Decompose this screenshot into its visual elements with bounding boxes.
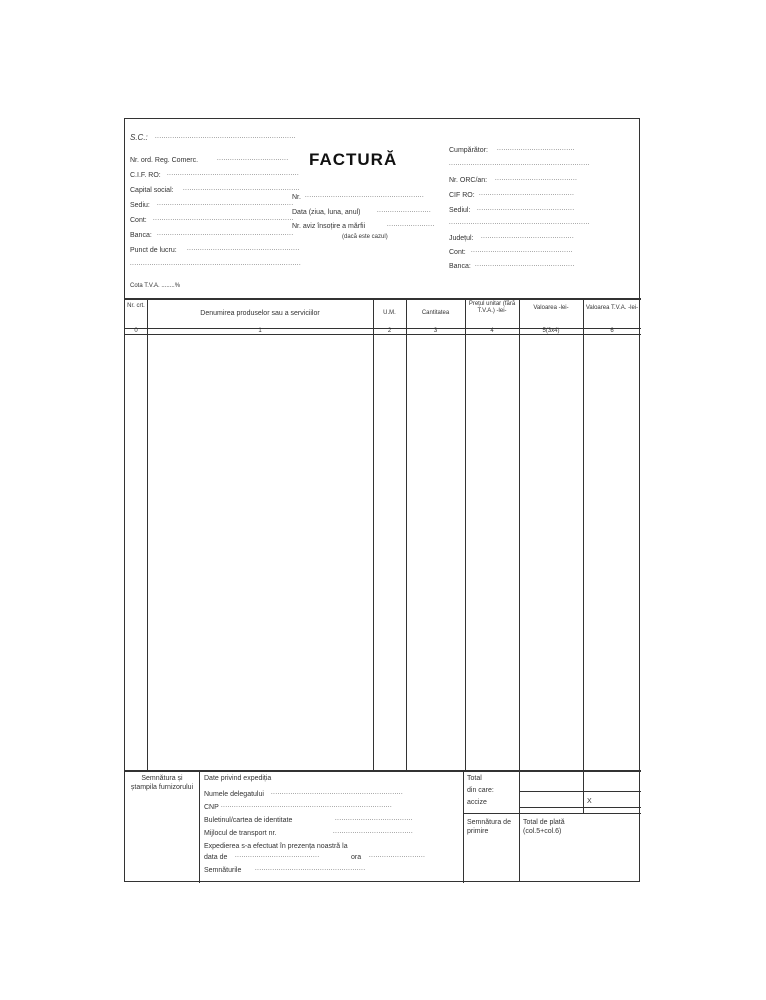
buyer-sediu-label: Sediul: [449, 207, 471, 214]
buyer-judet-field[interactable]: ........................................... [481, 234, 575, 240]
buletin-field[interactable]: .................................... [335, 816, 414, 822]
total-section-bottom [463, 813, 641, 814]
invoice-aviz-field[interactable]: ...................... [387, 222, 435, 228]
supplier-regcom-label: Nr. ord. Reg. Comerc. [130, 157, 199, 164]
invoice-form [124, 118, 640, 882]
col-number-2: 2 [387, 328, 392, 334]
ora-label: ora [351, 854, 362, 861]
total-row-line-1 [519, 791, 641, 792]
supplier-punct-field[interactable]: .................................................... [187, 246, 300, 252]
accize-label: accize [467, 799, 487, 806]
supplier-banca-field[interactable]: ............................................................... [157, 231, 294, 237]
footer-divider-signature [199, 770, 200, 883]
buyer-judet-label: Județul: [449, 235, 474, 242]
data-de-label: data de [204, 854, 228, 861]
header-divider [125, 298, 641, 300]
supplier-sc-label: S.C.: [130, 133, 148, 142]
footer-divider-expedition [463, 770, 464, 883]
invoice-nr-label: Nr. [292, 194, 301, 201]
col-divider-6 [583, 298, 584, 813]
supplier-cont-field[interactable]: ................................................................. [153, 216, 294, 222]
buyer-cif-field[interactable]: ............................................ [479, 191, 575, 197]
col-number-1: 1 [258, 328, 262, 334]
expediere-label: Expedierea s-a efectuat în prezența noastră la [204, 843, 348, 850]
furnizor-signature-label: Semnătura și ștampila furnizorului [130, 775, 194, 791]
buyer-banca-field[interactable]: .............................................. [475, 262, 575, 268]
delegat-field[interactable]: ............................................................. [271, 790, 404, 796]
column-numbers-bottom [125, 334, 641, 335]
buyer-cont-label: Cont: [449, 249, 466, 256]
col-header-um: U.M. [383, 310, 396, 316]
col-number-4: 4 [490, 328, 494, 334]
col-header-tva: Valoarea T.V.A. -lei- [585, 305, 639, 311]
transport-label: Mijlocul de transport nr. [204, 830, 277, 837]
invoice-nr-field[interactable]: ....................................................... [305, 193, 425, 199]
buyer-name-field-2[interactable]: ................................................................. [449, 161, 590, 167]
buletin-label: Buletinul/cartea de identitate [204, 817, 293, 824]
total-plata-label: Total de plată (col.5+col.6) [523, 819, 565, 835]
total-row-line-2 [519, 807, 641, 808]
buyer-regcom-label: Nr. ORC/an: [449, 177, 488, 184]
col-number-6: 6 [610, 328, 614, 334]
buyer-cont-field[interactable]: ............................................... [471, 248, 573, 254]
invoice-aviz-note: (dacă este cazul) [342, 234, 388, 240]
accize-tva-x: X [587, 798, 592, 805]
cnp-field[interactable]: ............................................................................... [221, 803, 393, 809]
buyer-cif-label: CIF RO: [449, 192, 475, 199]
primire-signature-label: Semnătura de primire [467, 819, 511, 835]
invoice-data-label: Data (ziua, luna, anul) [292, 209, 361, 216]
col-header-denumire: Denumirea produselor sau a serviciilor [200, 310, 320, 317]
buyer-banca-label: Banca: [449, 263, 471, 270]
cota-tva-label: Cota T.V.A. ........% [130, 283, 181, 289]
expeditie-title: Date privind expediția [204, 775, 272, 782]
footer-divider [125, 770, 641, 772]
data-de-field[interactable]: ....................................... [235, 853, 320, 859]
col-number-5: 5(3x4) [542, 328, 560, 334]
invoice-data-field[interactable]: ......................... [377, 208, 432, 214]
col-number-0: 0 [134, 328, 138, 334]
supplier-regcom-field[interactable]: ................................. [217, 156, 289, 162]
buyer-label: Cumpărător: [449, 147, 488, 154]
col-divider-2 [373, 298, 374, 770]
buyer-sediu-field-2[interactable]: ................................................................. [449, 220, 590, 226]
transport-field[interactable]: ..................................... [333, 829, 414, 835]
semnaturile-field[interactable]: ................................................... [255, 866, 366, 872]
supplier-extra-field[interactable]: ............................................................................... [130, 261, 302, 267]
supplier-capital-label: Capital social: [130, 187, 174, 194]
col-divider-5 [519, 298, 520, 882]
total-label: Total [467, 775, 482, 782]
col-divider-1 [147, 298, 148, 770]
col-divider-3 [406, 298, 407, 770]
supplier-banca-label: Banca: [130, 232, 152, 239]
delegat-label: Numele delegatului [204, 791, 264, 798]
col-divider-4 [465, 298, 466, 770]
semnaturile-label: Semnăturile [204, 867, 242, 874]
supplier-cif-field[interactable]: ............................................................. [167, 171, 300, 177]
din-care-label: din care: [467, 787, 494, 794]
cnp-label: CNP [204, 804, 219, 811]
col-header-pret: Prețul unitar (fără T.V.A.) -lei- [468, 301, 516, 314]
supplier-sc-field[interactable]: ................................................................. [155, 134, 296, 140]
col-number-3: 3 [433, 328, 438, 334]
supplier-sediu-field[interactable]: ............................................................... [157, 201, 294, 207]
buyer-sediu-field[interactable]: ............................................. [477, 206, 575, 212]
supplier-capital-field[interactable]: ...................................................... [183, 186, 301, 192]
supplier-sediu-label: Sediu: [130, 202, 150, 209]
supplier-punct-label: Punct de lucru: [130, 247, 177, 254]
col-header-nr: Nr. crt. [127, 303, 145, 309]
page-title: FACTURĂ [309, 150, 398, 169]
invoice-aviz-label: Nr. aviz însoțire a mărfii [292, 223, 366, 230]
buyer-regcom-field[interactable]: ...................................... [495, 176, 578, 182]
supplier-cif-label: C.I.F. RO: [130, 172, 161, 179]
supplier-cont-label: Cont: [130, 217, 147, 224]
col-header-valoare: Valoarea -lei- [533, 305, 569, 311]
buyer-name-field[interactable]: .................................... [497, 146, 576, 152]
ora-field[interactable]: .......................... [369, 853, 426, 859]
col-header-cantitate: Cantitatea [421, 310, 450, 316]
